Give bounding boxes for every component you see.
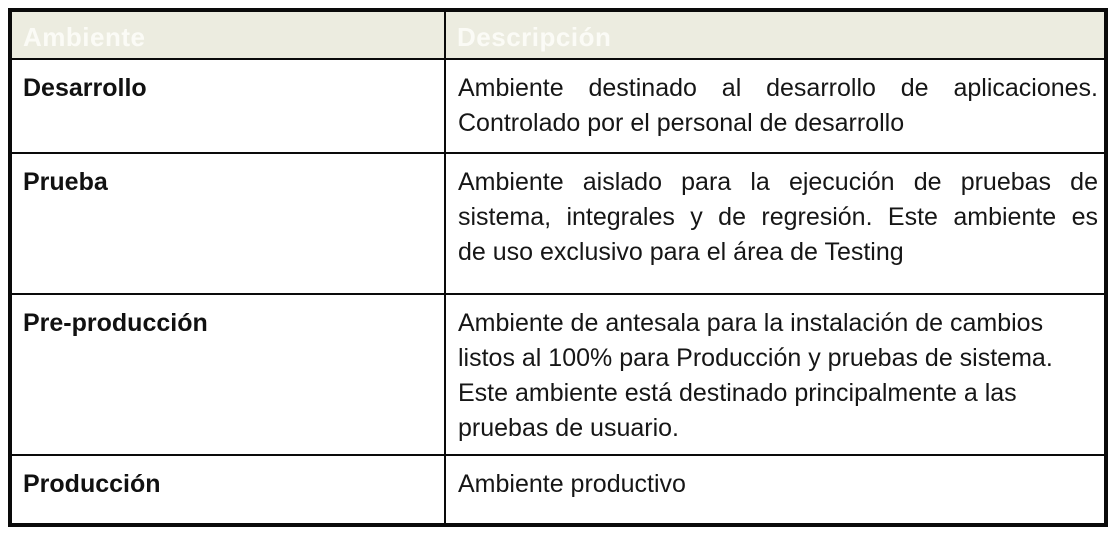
environment-description-cell: [445, 455, 1106, 525]
environment-name-cell: Pre-producción: [10, 294, 445, 455]
environment-name-cell: Prueba: [10, 153, 445, 294]
environment-description-cell: [445, 59, 1106, 153]
description-line: Ambiente de antesala para la instalación de cambios: [458, 309, 1044, 337]
environments-table: [8, 8, 1108, 527]
description-line: Controlado por el personal de desarrollo: [458, 109, 905, 137]
table-row: [10, 455, 1106, 525]
description-line: Este ambiente está destinado principalmente a las: [458, 379, 1017, 407]
description-line: de uso exclusivo para el área de Testing: [458, 238, 904, 266]
description-line: listos al 100% para Producción y pruebas de sistema.: [458, 344, 1053, 372]
environment-name-cell: Desarrollo: [10, 59, 445, 153]
table-row: [10, 153, 1106, 294]
description-line: pruebas de usuario.: [458, 414, 679, 442]
description-line: Ambiente aislado para la ejecución de pruebas de: [458, 168, 1098, 196]
environment-name-cell: Producción: [10, 455, 445, 525]
table-row: [10, 59, 1106, 153]
description-line: Ambiente productivo: [458, 470, 686, 498]
table-header-row: [10, 10, 1106, 59]
description-line: Ambiente destinado al desarrollo de aplicaciones.: [458, 74, 1098, 102]
environment-description-cell: [445, 294, 1106, 455]
column-header-descripcion: Descripción: [445, 10, 1106, 59]
column-header-ambiente: Ambiente: [10, 10, 445, 59]
table-row: [10, 294, 1106, 455]
description-line: sistema, integrales y de regresión. Este ambiente es: [458, 203, 1098, 231]
environment-description-cell: [445, 153, 1106, 294]
